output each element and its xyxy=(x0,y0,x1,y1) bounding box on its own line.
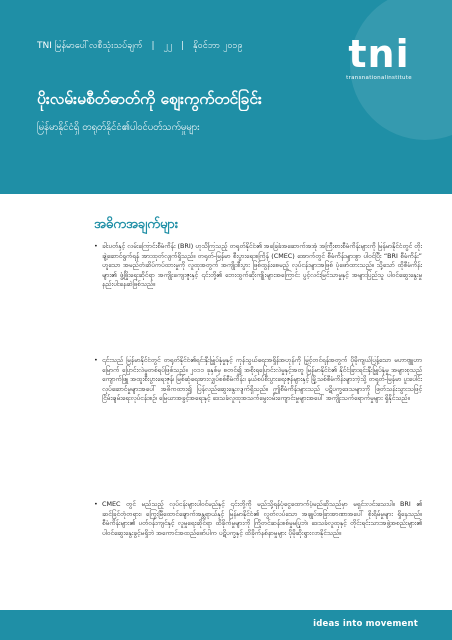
separator: | xyxy=(151,41,155,51)
list-item xyxy=(94,242,422,348)
logo-subtitle: transnationalinstitute xyxy=(346,75,412,81)
summary-heading: အဓိကအချက်များ xyxy=(94,217,179,232)
issue-line xyxy=(37,40,317,53)
page-title: ပိုးလမ်းမစီတ်ဓာတ်ကို စျေးကွက်တင်ခြင်း xyxy=(37,90,262,108)
list-item xyxy=(94,500,422,620)
tni-logo xyxy=(336,34,422,81)
bullet-text: ခါးပတ်နှင့် လမ်းကြောင်းစီမံကိန်း (BRI) ဟုသိကြသည့် တရုတ်နိုင်ငံ၏ အခြေခံအဆောက်အအုံ အကြီးစားစီမံကိန်းများကို မြန်မာနိုင်ငံတွင် တိုးချဲ့ဆောင်ရွက်ရန် အားထုတ်လျက်ရှိသည်။ တရုတ်-မြန်မာ စီးပွားရေးစင်္ကြန် (CMEC) အောက်တွင် စီမံကိန်းများစွာ ပါဝင်ပြီး “BRI စီမံကိန်း” ဟူသော အမည်တံဆိပ်ကပ်ထားမှုကို လူထုအတွက် အကျိုးစီးပွား ဖြစ်ထွန်းစေမည့် လုပ်ငန်းများအဖြစ် ပုံဖော်ထားသည်။ သို့သော် ထိုစီမံကိန်းများ၏ ဖွံ့ဖြိုးရေးဆိုင်ရာ အကျိုးကျေးဇူးနှင့် ၎င်းတို့၏ ဘေးထွက်ဆိုးကျိုးများအကြောင်း ပွင့်လင်းမြင်သာမှုနှင့် အများပြည်သူ ပါဝင်ဆွေးနွေးမှု နည်းပါးနေဆဲဖြစ်သည်။ xyxy=(102,242,422,289)
header-banner xyxy=(0,0,452,194)
series-name: TNI မြန်မာပေါ်လစီသုံးသပ်ချက် xyxy=(37,41,143,51)
list-item xyxy=(94,356,422,492)
bullet-text: ၎င်းသည် မြန်မာနိုင်ငံတွင် တရုတ်နိုင်ငံ၏ရင်းနှီးမြှုပ်နှံမှုနှင့် ကုန်သွယ်ရေးအရှိန်အဟုန်ကို မြှင့်တင်ရန်အတွက် ပိုမိုကျယ်ပြန့်သော မဟာဗျူဟာမြောက် ပြောင်းလဲမှုတစ်ရပ်ဖြစ်သည်။ ၂၀၁၁ ခုနှစ်မှ စတင်၍ အစိုးရပြောင်းလဲမှုနှင့်အတူ မြန်မာနိုင်ငံ၏ နိုင်ငံခြားရင်းနှီးမြှုပ်နှံမှု အများစုသည် ကျောက်ဖြူ အထူးစီးပွားရေးဇုန်၊ မြစ်ဆုံရေအားလျှပ်စစ်စီမံကိန်း၊ နယ်စပ်စီးပွားရေးဇုန်များနှင့် မြို့သစ်စီမံကိန်းများကဲ့သို့ တရုတ်-မြန်မာ ပူးပေါင်းလုပ်ဆောင်မှုများအပေါ် အဓိကထား၍ ပြန်လည်ဆွေးနွေးလျက်ရှိသည်။ ဤစီမံကိန်းများသည် ပဋိပက္ခဒေသများကို ဖြတ်သန်းသွားသဖြင့် ငြိမ်းချမ်းရေးလုပ်ငန်းစဉ်၊ မြေယာအခွင့်အရေးနှင့် ဒေသခံလူထုအသက်မွေးဝမ်းကျောင်းမှုများအပေါ် အကျိုးသက်ရောက်မှုများ ရှိနိုင်သည်။ xyxy=(102,356,422,403)
issue-date: နိုဝင်ဘာ ၂၀၁၉ xyxy=(193,41,243,51)
bullet-icon: • xyxy=(94,242,98,250)
page-subtitle: မြန်မာနိုင်ငံရှိ တရုတ်နိုင်ငံ၏ပါဝင်ပတ်သက်မှုများ xyxy=(37,122,200,133)
summary-list xyxy=(94,242,422,628)
tagline: ideas into movement xyxy=(313,619,418,629)
bullet-icon: • xyxy=(94,500,98,508)
footer-bar xyxy=(0,610,452,640)
logo-mark: tni xyxy=(348,32,410,76)
bullet-text: CMEC တွင် မည်သည့် လုပ်ငန်းများပါဝင်မည်နှင့် ၎င်းတို့ကို မည်သို့ရန်ပုံငွေထောက်ပံ့မည်ဆိုသည်မှာ မရှင်းလင်းသေးပါ။ BRI ၏ ဆင်ခြင်တုံတရား၊ ကြွေးမြီထောင်ချောက်အန္တရာယ်နှင့် မြန်မာနိုင်ငံ၏ လွတ်လပ်သော အချုပ်အခြာအာဏာအပေါ် စိုးရိမ်မှုများ ရှိနေသည်။ စီမံကိန်းများ၏ ပတ်ဝန်းကျင်နှင့် လူမှုရေးဆိုင်ရာ ထိခိုက်မှုများကို ကြိုတင်ဆန်းစစ်မှုမပြုဘဲ၊ ဒေသခံလူထုနှင့် တိုင်းရင်းသားအဖွဲ့အစည်းများ၏ ပါဝင်ဆွေးနွေးခွင့်မရှိဘဲ အကောင်အထည်ဖော်ပါက ပဋိပက္ခနှင့် ထိခိုက်နစ်နာမှုများ ပိုမိုဆိုးရွားလာနိုင်သည်။ xyxy=(102,500,422,537)
bullet-icon: • xyxy=(94,356,98,364)
separator: | xyxy=(181,41,185,51)
issue-number: ၂၂ xyxy=(163,41,173,51)
